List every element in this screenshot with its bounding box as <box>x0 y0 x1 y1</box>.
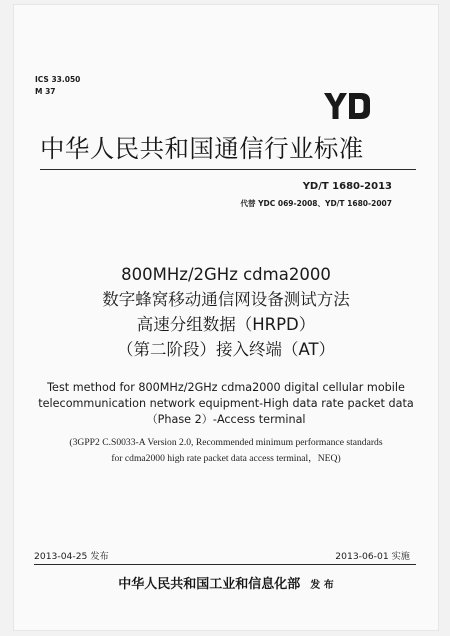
yd-logo-icon <box>324 93 370 119</box>
title-en-line-3: （Phase 2）-Access terminal <box>146 413 306 426</box>
equivalence-note-line-2: for cdma2000 high rate packet data access terminal，NEQ) <box>111 453 341 464</box>
implementation-date: 2013-06-01 实施 <box>335 551 410 562</box>
top-divider <box>40 169 416 170</box>
standard-number: YD/T 1680-2013 <box>302 181 392 192</box>
title-cn-line-4: （第二阶段）接入终端（AT） <box>116 340 336 359</box>
title-en-line-2: telecommunication network equipment-High data rate packet data <box>38 397 414 410</box>
issuer-name: 中华人民共和国工业和信息化部 <box>118 577 301 592</box>
title-en-line-1: Test method for 800MHz/2GHz cdma2000 digital cellular mobile <box>47 381 405 394</box>
ccs-code: M 37 <box>35 87 56 96</box>
document-cover-page <box>14 5 438 630</box>
title-cn-line-3: 高速分组数据（HRPD） <box>136 315 316 334</box>
ics-code: ICS 33.050 <box>35 75 81 84</box>
issue-date: 2013-04-25 发布 <box>34 551 109 562</box>
standard-type-heading: 中华人民共和国通信行业标准 <box>40 134 364 163</box>
bottom-divider <box>34 564 416 565</box>
equivalence-note-line-1: (3GPP2 C.S0033-A Version 2.0, Recommended minimum performance standards <box>69 437 383 448</box>
title-cn-line-2: 数字蜂窝移动通信网设备测试方法 <box>102 290 350 309</box>
replaces-note: 代替 YDC 069-2008、YD/T 1680-2007 <box>240 199 392 208</box>
issuer-action: 发 布 <box>310 580 334 591</box>
title-cn-line-1: 800MHz/2GHz cdma2000 <box>121 265 331 284</box>
issuer-line <box>14 573 438 592</box>
